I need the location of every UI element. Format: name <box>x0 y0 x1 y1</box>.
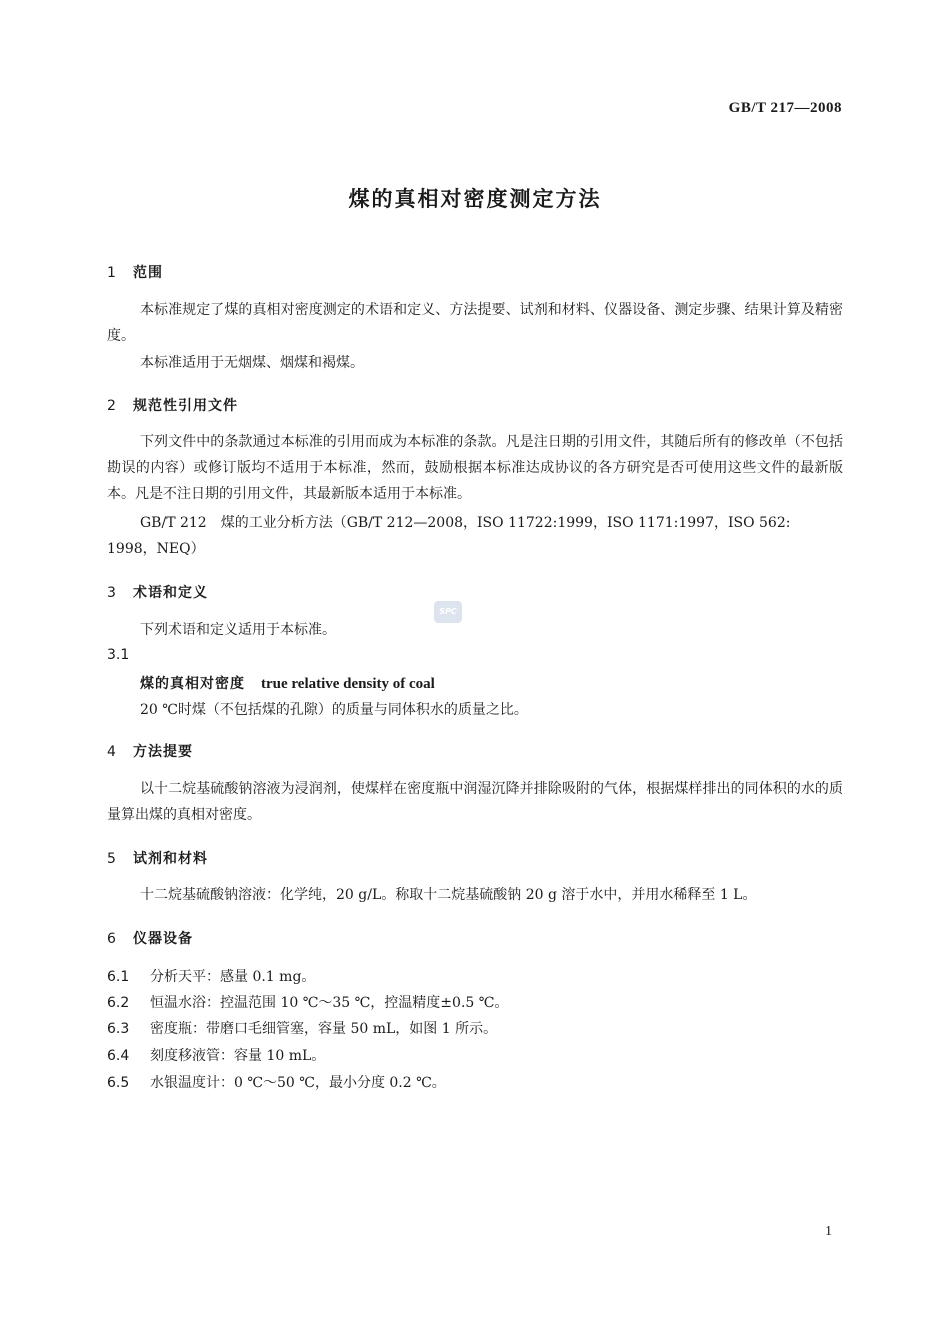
section-title: 仪器设备 <box>133 931 193 947</box>
section-number: 5 <box>107 851 117 867</box>
section-title: 范围 <box>133 265 163 281</box>
section-6-heading <box>107 928 193 948</box>
section-3-heading <box>107 582 208 602</box>
subclause-number: 3.1 <box>107 647 130 663</box>
term-chinese: 煤的真相对密度 <box>140 676 245 692</box>
standard-number: GB/T 217—2008 <box>728 100 842 116</box>
section-1-heading <box>107 262 163 282</box>
section-title: 术语和定义 <box>133 585 208 601</box>
item-number: 6.1 <box>107 969 130 985</box>
normative-reference-line-1: GB/T 212 煤的工业分析方法（GB/T 212—2008，ISO 11722:1999，ISO 1171:1997，ISO 562: <box>140 515 791 531</box>
section-1-paragraph-2: 本标准适用于无烟煤、烟煤和褐煤。 <box>140 355 364 371</box>
equipment-item <box>107 1018 497 1038</box>
section-2-paragraph: 下列文件中的条款通过本标准的引用而成为本标准的条款。凡是注日期的引用文件，其随后所有的修改单（不包括勘误的内容）或修订版均不适用于本标准，然而，鼓励根据本标准达成协议的各方研究是否可使用这些文件的最新版本。凡是不注日期的引用文件，其最新版本适用于本标准。 <box>107 434 843 502</box>
section-1-paragraph-1: 本标准规定了煤的真相对密度测定的术语和定义、方法提要、试剂和材料、仪器设备、测定步骤、结果计算及精密度。 <box>107 302 843 344</box>
item-text: 恒温水浴：控温范围 10 ℃～35 ℃，控温精度±0.5 ℃。 <box>150 995 509 1011</box>
watermark-logo: SPC <box>434 601 462 623</box>
section-5-paragraph: 十二烷基硫酸钠溶液：化学纯，20 g/L。称取十二烷基硫酸钠 20 g 溶于水中，并用水稀释至 1 L。 <box>140 887 757 903</box>
item-text: 刻度移液管：容量 10 mL。 <box>150 1048 326 1064</box>
term-english: true relative density of coal <box>261 676 435 692</box>
item-number: 6.4 <box>107 1048 130 1064</box>
item-text: 密度瓶：带磨口毛细管塞，容量 50 mL，如图 1 所示。 <box>150 1021 498 1037</box>
section-2-heading <box>107 395 238 415</box>
section-3-paragraph: 下列术语和定义适用于本标准。 <box>140 622 336 638</box>
section-5-heading <box>107 848 208 868</box>
normative-reference-line-2: 1998，NEQ） <box>107 541 205 557</box>
item-number: 6.5 <box>107 1075 130 1091</box>
term-entry <box>140 673 435 693</box>
document-title: 煤的真相对密度测定方法 <box>348 187 602 211</box>
section-title: 规范性引用文件 <box>133 398 238 414</box>
equipment-item <box>107 1072 446 1092</box>
section-title: 试剂和材料 <box>133 851 208 867</box>
equipment-item <box>107 992 508 1012</box>
section-number: 2 <box>107 398 117 414</box>
page-number: 1 <box>825 1224 832 1239</box>
equipment-item <box>107 966 315 986</box>
section-title: 方法提要 <box>133 744 193 760</box>
equipment-item <box>107 1045 325 1065</box>
item-text: 分析天平：感量 0.1 mg。 <box>150 969 316 985</box>
section-4-heading <box>107 741 193 761</box>
section-number: 1 <box>107 265 117 281</box>
term-definition: 20 ℃时煤（不包括煤的孔隙）的质量与同体积水的质量之比。 <box>140 702 528 718</box>
item-text: 水银温度计：0 ℃～50 ℃，最小分度 0.2 ℃。 <box>150 1075 446 1091</box>
section-number: 4 <box>107 744 117 760</box>
section-4-paragraph: 以十二烷基硫酸钠溶液为浸润剂，使煤样在密度瓶中润湿沉降并排除吸附的气体，根据煤样排出的同体积的水的质量算出煤的真相对密度。 <box>107 781 843 823</box>
section-number: 3 <box>107 585 117 601</box>
item-number: 6.3 <box>107 1021 130 1037</box>
item-number: 6.2 <box>107 995 130 1011</box>
section-number: 6 <box>107 931 117 947</box>
